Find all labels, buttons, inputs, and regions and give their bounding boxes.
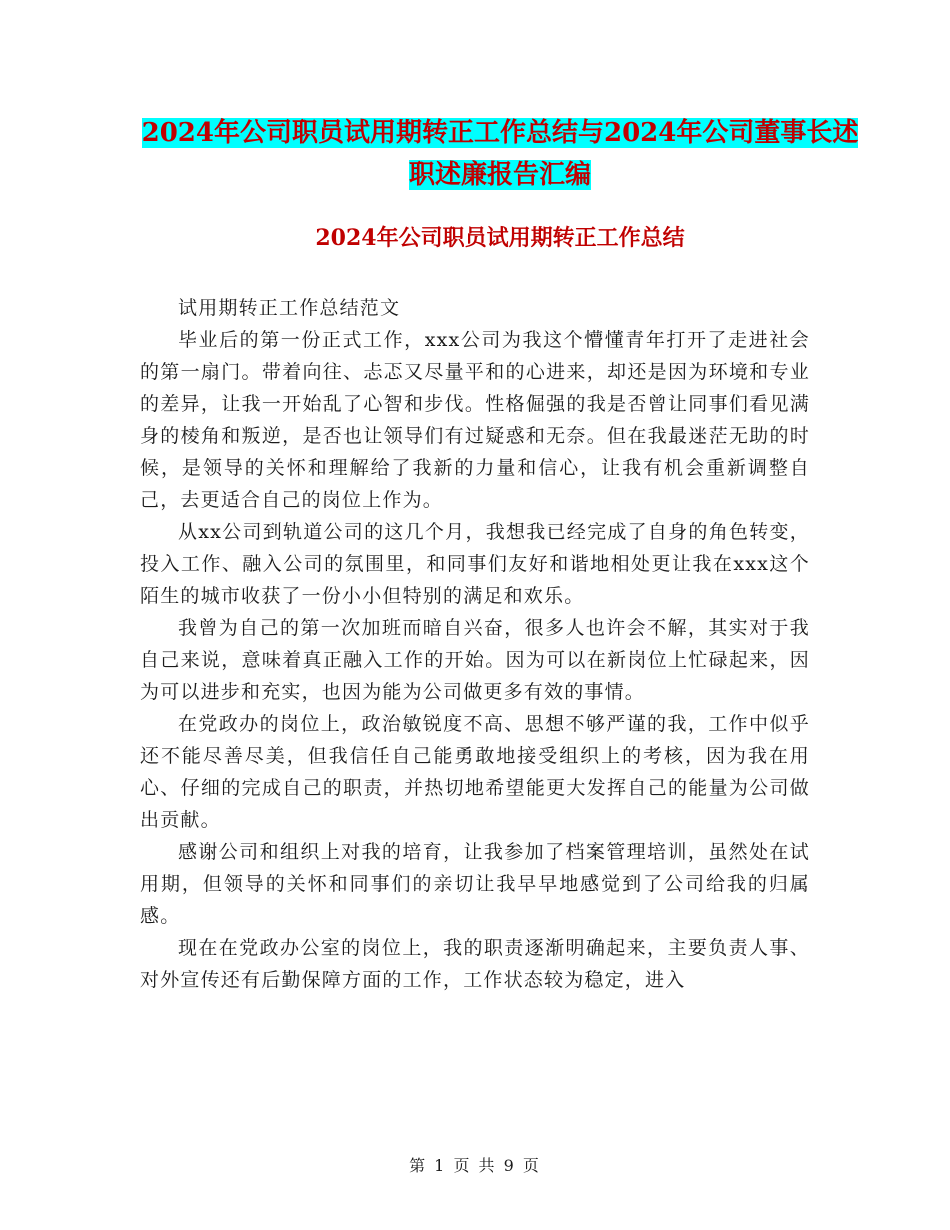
paragraph: 感谢公司和组织上对我的培育，让我参加了档案管理培训，虽然处在试用期，但领导的关怀和同事们的亲切让我早早地感觉到了公司给我的归属感。 <box>140 841 810 927</box>
paragraph: 毕业后的第一份正式工作，xxx公司为我这个懵懂青年打开了走进社会的第一扇门。带着向往、忐忑又尽量平和的心进来，却还是因为环境和专业的差异，让我一开始乱了心智和步伐。性格倔强的我是否曾让同事们看见满身的棱角和叛逆，是否也让领导们有过疑惑和无奈。但在我最迷茫无助的时候，是领导的关怀和理解给了我新的力量和信心，让我有机会重新调整自己，去更适合自己的岗位上作为。 <box>140 329 810 511</box>
paragraph-subtitle: 试用期转正工作总结范文 <box>178 297 401 319</box>
paragraph: 现在在党政办公室的岗位上，我的职责逐渐明确起来，主要负责人事、对外宣传还有后勤保障方面的工作，工作状态较为稳定，进入 <box>140 937 810 991</box>
paragraph: 从xx公司到轨道公司的这几个月，我想我已经完成了自身的角色转变，投入工作、融入公司的氛围里，和同事们友好和谐地相处更让我在xxx这个陌生的城市收获了一份小小但特别的满足和欢乐。 <box>140 521 810 607</box>
page-footer: 第 1 页 共 9 页 <box>409 1156 541 1175</box>
section-title: 2024年公司职员试用期转正工作总结 <box>315 225 685 251</box>
main-title-highlight: 2024年公司职员试用期转正工作总结与2024年公司董事长述职述廉报告汇编 <box>141 118 859 190</box>
paragraph: 我曾为自己的第一次加班而暗自兴奋，很多人也许会不解，其实对于我自己来说，意味着真正融入工作的开始。因为可以在新岗位上忙碌起来，因为可以进步和充实，也因为能为公司做更多有效的事情。 <box>140 617 810 703</box>
document-body <box>140 292 810 996</box>
paragraph: 在党政办的岗位上，政治敏锐度不高、思想不够严谨的我，工作中似乎还不能尽善尽美，但我信任自己能勇敢地接受组织上的考核，因为我在用心、仔细的完成自己的职责，并热切地希望能更大发挥自己的能量为公司做出贡献。 <box>140 713 810 831</box>
document-main-title <box>130 112 870 196</box>
